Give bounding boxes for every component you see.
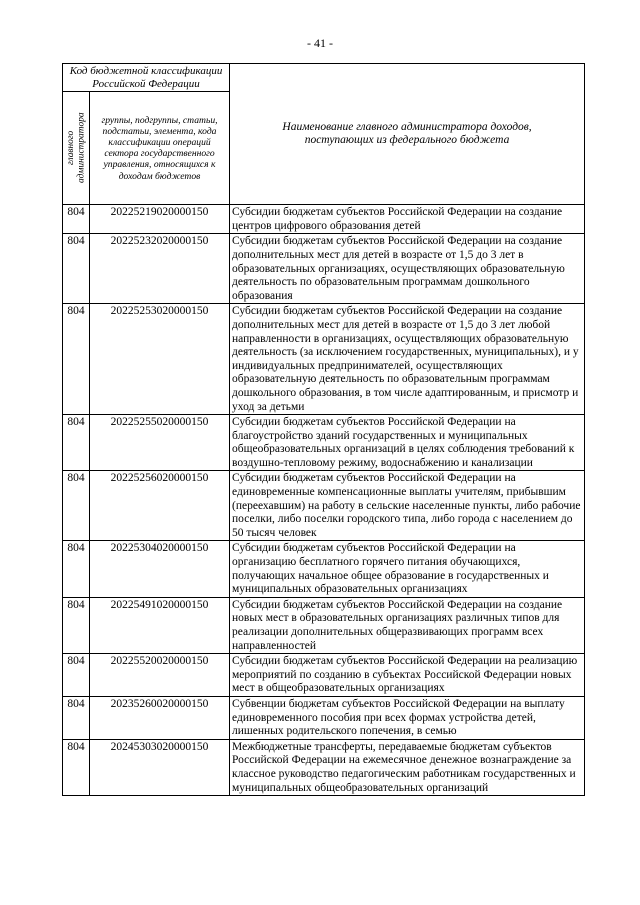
cell-code: 20225304020000150	[90, 541, 230, 597]
table-row	[63, 304, 585, 415]
cell-code: 20225256020000150	[90, 471, 230, 541]
header-row-group	[63, 64, 585, 92]
cell-name: Субсидии бюджетам субъектов Российской Федерации на единовременные компенсационные выплаты учителям, прибывшим (переехавшим) на работу в сельские населенные пункты, либо рабочие поселки, либо поселки городского типа, либо города с населением до 50 тысяч человек	[230, 471, 585, 541]
table-body	[63, 205, 585, 796]
cell-name: Субсидии бюджетам субъектов Российской Федерации на создание дополнительных мест для детей в возрасте от 1,5 до 3 лет любой направленности в организациях, осуществляющих образовательную деятельность (за исключением государственных, муниципальных), и у индивидуальных предпринимателей, осуществляющих образовательную деятельность по образовательным программам дошкольного образования, в том числе адаптированным, и присмотр и уход за детьми	[230, 304, 585, 415]
cell-admin: 804	[63, 415, 90, 471]
table-row	[63, 597, 585, 653]
cell-name: Межбюджетные трансферты, передаваемые бюджетам субъектов Российской Федерации на ежемесячное денежное вознаграждение за классное руководство педагогическим работникам государственных и муниципальных общеобразовательных организаций	[230, 739, 585, 795]
cell-code: 20225253020000150	[90, 304, 230, 415]
table-row	[63, 541, 585, 597]
header-col-code: группы, подгруппы, статьи, подстатьи, элемента, кода классификации операций сектора государственного управления, относящихся к доходам бюджетов	[90, 92, 230, 205]
cell-code: 20245303020000150	[90, 739, 230, 795]
cell-code: 20225491020000150	[90, 597, 230, 653]
table-row	[63, 205, 585, 234]
cell-admin: 804	[63, 654, 90, 697]
cell-code: 20225255020000150	[90, 415, 230, 471]
cell-admin: 804	[63, 597, 90, 653]
page-number: - 41 -	[307, 36, 333, 50]
header-col-admin-label: главного администратора	[65, 112, 86, 184]
cell-code: 20225520020000150	[90, 654, 230, 697]
budget-classification-table	[62, 63, 585, 796]
cell-admin: 804	[63, 541, 90, 597]
header-group-title: Код бюджетной классификации Российской Федерации	[63, 64, 230, 92]
cell-name: Субсидии бюджетам субъектов Российской Федерации на создание центров цифрового образования детей	[230, 205, 585, 234]
cell-admin: 804	[63, 471, 90, 541]
cell-name: Субсидии бюджетам субъектов Российской Федерации на благоустройство зданий государственных и муниципальных общеобразовательных организаций в целях соблюдения требований к воздушно-тепловому режиму, водоснабжению и канализации	[230, 415, 585, 471]
cell-name: Субсидии бюджетам субъектов Российской Федерации на создание дополнительных мест для детей в возрасте от 1,5 до 3 лет в образовательных организациях, осуществляющих образовательную деятельность по образовательным программам дошкольного образования	[230, 234, 585, 304]
cell-name: Субвенции бюджетам субъектов Российской Федерации на выплату единовременного пособия при всех формах устройства детей, лишенных родительского попечения, в семью	[230, 696, 585, 739]
cell-admin: 804	[63, 205, 90, 234]
cell-admin: 804	[63, 234, 90, 304]
cell-admin: 804	[63, 739, 90, 795]
table-row	[63, 415, 585, 471]
cell-code: 20225219020000150	[90, 205, 230, 234]
cell-admin: 804	[63, 696, 90, 739]
cell-admin: 804	[63, 304, 90, 415]
cell-name: Субсидии бюджетам субъектов Российской Федерации на реализацию мероприятий по созданию в субъектах Российской Федерации новых мест в общеобразовательных организациях	[230, 654, 585, 697]
cell-code: 20225232020000150	[90, 234, 230, 304]
header-col-name: Наименование главного администратора доходов, поступающих из федерального бюджета	[230, 64, 585, 205]
table-row	[63, 234, 585, 304]
cell-name: Субсидии бюджетам субъектов Российской Федерации на организацию бесплатного горячего питания обучающихся, получающих начальное общее образование в государственных и муниципальных образовательных организациях	[230, 541, 585, 597]
table-row	[63, 471, 585, 541]
table-row	[63, 654, 585, 697]
table-row	[63, 696, 585, 739]
header-col-admin	[63, 92, 90, 205]
cell-code: 20235260020000150	[90, 696, 230, 739]
cell-name: Субсидии бюджетам субъектов Российской Федерации на создание новых мест в образовательных организациях различных типов для реализации дополнительных общеразвивающих программ всех направленностей	[230, 597, 585, 653]
table-row	[63, 739, 585, 795]
